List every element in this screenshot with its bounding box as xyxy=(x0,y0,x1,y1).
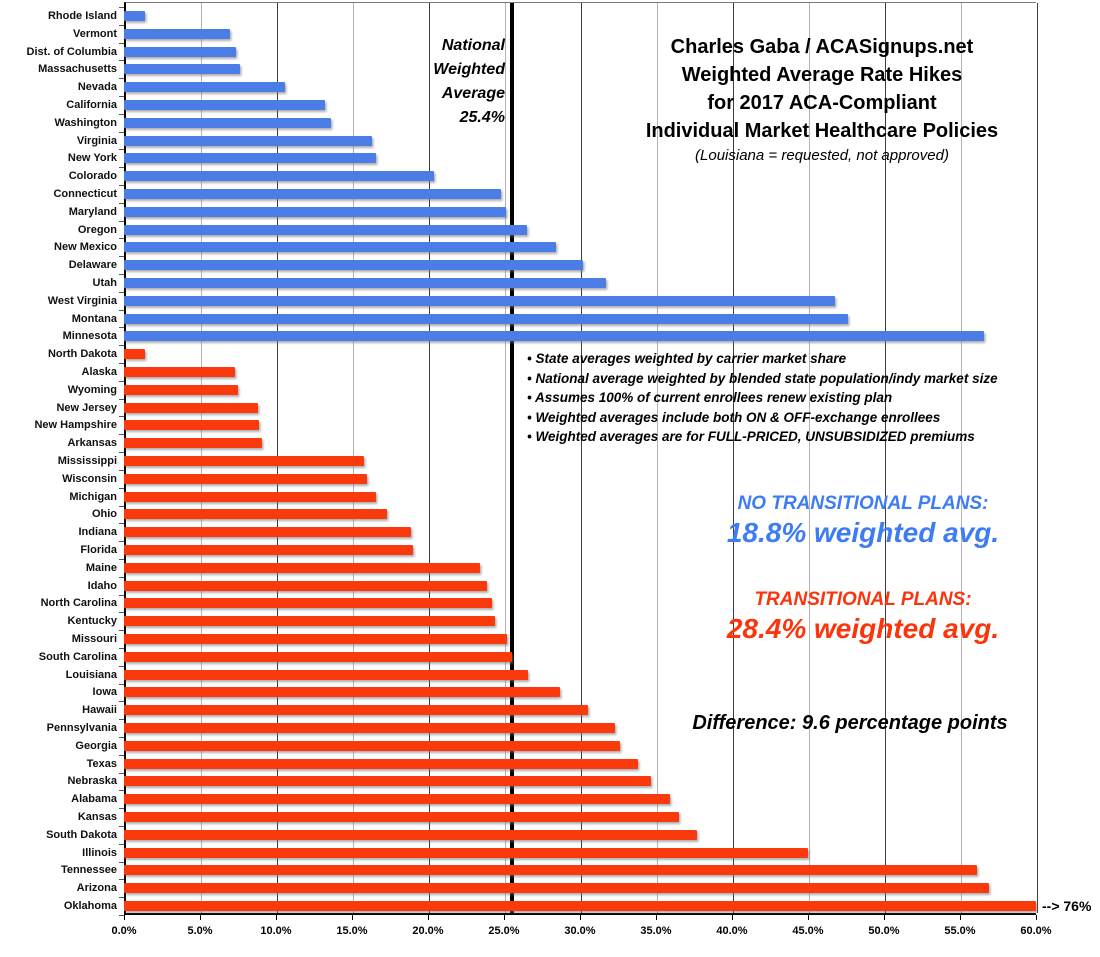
x-tick-label: 30.0% xyxy=(564,925,596,937)
bar xyxy=(124,527,411,537)
state-label: California xyxy=(66,98,117,111)
state-label: Florida xyxy=(80,544,117,557)
y-axis-tick xyxy=(119,96,124,97)
bar xyxy=(124,865,977,875)
note-bullet-5: • Weighted averages are for FULL-PRICED, UNSUBSIDIZED premiums xyxy=(527,429,975,444)
x-tick-label: 60.0% xyxy=(1020,925,1052,937)
y-axis-tick xyxy=(119,274,124,275)
state-label: Michigan xyxy=(69,490,117,503)
x-tick-label: 25.0% xyxy=(488,925,520,937)
y-axis-tick xyxy=(119,7,124,8)
bar xyxy=(124,420,259,430)
y-axis-tick xyxy=(119,862,124,863)
bar xyxy=(124,100,325,110)
x-axis-tick xyxy=(884,915,885,920)
x-tick-label: 50.0% xyxy=(868,925,900,937)
state-label: Delaware xyxy=(68,259,117,272)
state-label: Oklahoma xyxy=(63,900,117,913)
state-label: North Dakota xyxy=(47,348,117,361)
bar xyxy=(124,830,697,840)
x-axis-tick xyxy=(1036,915,1037,920)
y-axis-tick xyxy=(119,238,124,239)
transitional-callout xyxy=(638,588,1088,646)
state-label: Kentucky xyxy=(67,615,117,628)
bar xyxy=(124,349,145,359)
state-label: West Virginia xyxy=(47,294,117,307)
y-axis-tick xyxy=(119,808,124,809)
state-label: Dist. of Columbia xyxy=(26,45,117,58)
state-label: Mississippi xyxy=(57,455,117,467)
bar xyxy=(124,545,413,555)
bar xyxy=(124,278,606,288)
bar xyxy=(124,848,808,858)
bar xyxy=(124,598,492,608)
bar xyxy=(124,207,506,217)
x-tick-label: 5.0% xyxy=(187,925,213,937)
methodology-notes xyxy=(527,349,1097,447)
state-label: Kansas xyxy=(77,811,117,824)
no-transitional-callout xyxy=(638,492,1088,550)
state-label: Ohio xyxy=(91,508,117,521)
y-axis-tick xyxy=(119,203,124,204)
y-axis-tick xyxy=(119,755,124,756)
bar xyxy=(124,29,230,39)
state-label: Texas xyxy=(86,757,117,770)
bar xyxy=(124,563,480,573)
state-label: New York xyxy=(67,152,117,165)
y-axis-tick xyxy=(119,523,124,524)
bar xyxy=(124,438,262,448)
state-label: New Mexico xyxy=(54,241,117,254)
y-axis-tick xyxy=(119,399,124,400)
state-label: Connecticut xyxy=(53,187,117,200)
state-label: Georgia xyxy=(75,739,117,752)
transitional-value: 28.4% weighted avg. xyxy=(726,613,1000,644)
major-gridline xyxy=(1037,3,1038,913)
title-line-1: Charles Gaba / ACASignups.net xyxy=(670,36,974,58)
note-bullet-3: • Assumes 100% of current enrollees renew existing plan xyxy=(527,390,893,405)
bar xyxy=(124,314,848,324)
y-axis-tick xyxy=(119,78,124,79)
clipped-bar-note: --> 76% xyxy=(1042,898,1092,915)
state-label: Nebraska xyxy=(67,775,117,788)
bar xyxy=(124,581,487,591)
state-label: Wyoming xyxy=(67,383,117,396)
state-label: Rhode Island xyxy=(47,9,117,22)
bar xyxy=(124,47,236,57)
bar xyxy=(124,11,145,21)
state-label: Vermont xyxy=(72,27,117,40)
y-axis-tick xyxy=(119,595,124,596)
state-label: Tennessee xyxy=(60,864,117,877)
state-label: Massachusetts xyxy=(38,63,117,76)
bar xyxy=(124,242,556,252)
state-label: Maryland xyxy=(68,205,117,218)
y-axis-tick xyxy=(119,897,124,898)
note-bullet-1: • State averages weighted by carrier market share xyxy=(527,351,847,366)
bar xyxy=(124,403,258,413)
difference-note: Difference: 9.6 percentage points xyxy=(692,712,1008,734)
state-label: Virginia xyxy=(76,134,117,147)
state-label: Illinois xyxy=(82,846,117,859)
title-line-4: Individual Market Healthcare Policies xyxy=(645,120,999,142)
bar xyxy=(124,705,588,715)
y-axis-tick xyxy=(119,363,124,364)
x-axis-tick xyxy=(276,915,277,920)
y-axis-tick xyxy=(119,381,124,382)
note-bullet-4: • Weighted averages include both ON & OFF-exchange enrollees xyxy=(527,409,941,425)
y-axis-tick xyxy=(119,719,124,720)
x-tick-label: 55.0% xyxy=(944,925,976,937)
bar xyxy=(124,509,387,519)
y-axis-tick xyxy=(119,185,124,186)
bar xyxy=(124,492,376,502)
state-label: Alabama xyxy=(71,793,117,806)
x-tick-label: 35.0% xyxy=(640,925,672,937)
no-transitional-value: 18.8% weighted avg. xyxy=(726,517,1000,548)
x-axis-tick xyxy=(580,915,581,920)
y-axis-tick xyxy=(119,737,124,738)
bar xyxy=(124,82,285,92)
y-axis-tick xyxy=(119,292,124,293)
bar xyxy=(124,634,507,644)
state-label: Colorado xyxy=(68,170,117,183)
national-average-line2: Weighted xyxy=(433,61,505,78)
state-label: Washington xyxy=(54,116,117,129)
state-label: Alaska xyxy=(81,365,117,378)
state-label: South Dakota xyxy=(46,828,117,841)
bar xyxy=(124,225,527,235)
y-axis-tick xyxy=(119,310,124,311)
y-axis-tick xyxy=(119,701,124,702)
title-line-2: Weighted Average Rate Hikes xyxy=(681,64,963,86)
x-axis-tick xyxy=(656,915,657,920)
x-axis-tick xyxy=(504,915,505,920)
y-axis-tick xyxy=(119,327,124,328)
state-label: Montana xyxy=(71,312,117,325)
y-axis-tick xyxy=(119,826,124,827)
bar xyxy=(124,456,364,466)
bar xyxy=(124,723,615,733)
bar xyxy=(124,64,240,74)
national-average-value: 25.4% xyxy=(459,109,505,126)
bar xyxy=(124,189,501,199)
national-average-line3: Average xyxy=(441,85,505,102)
y-axis-tick xyxy=(119,114,124,115)
bar xyxy=(124,901,1036,911)
y-axis-tick xyxy=(119,488,124,489)
y-axis-tick xyxy=(119,541,124,542)
state-label: Iowa xyxy=(92,686,117,699)
state-label: Hawaii xyxy=(82,704,117,717)
state-label: Indiana xyxy=(78,526,117,539)
y-axis-tick xyxy=(119,416,124,417)
bar xyxy=(124,331,984,341)
x-tick-label: 0.0% xyxy=(111,925,137,937)
x-tick-label: 15.0% xyxy=(336,925,368,937)
y-axis-tick xyxy=(119,43,124,44)
bar xyxy=(124,118,331,128)
state-label: Oregon xyxy=(77,223,117,236)
y-axis-tick xyxy=(119,470,124,471)
y-axis-tick xyxy=(119,434,124,435)
state-label: New Hampshire xyxy=(34,419,117,432)
bar xyxy=(124,812,679,822)
state-label: Minnesota xyxy=(62,330,117,343)
y-axis-tick xyxy=(119,790,124,791)
y-axis-tick xyxy=(119,684,124,685)
state-label: New Jersey xyxy=(56,401,117,414)
national-average-label xyxy=(325,34,505,130)
x-axis-tick xyxy=(808,915,809,920)
bar xyxy=(124,136,372,146)
x-tick-label: 40.0% xyxy=(716,925,748,937)
state-label: Arizona xyxy=(76,882,117,895)
bar xyxy=(124,260,583,270)
bar xyxy=(124,670,528,680)
chart-subtitle: (Louisiana = requested, not approved) xyxy=(695,147,949,164)
state-label: Missouri xyxy=(71,633,117,646)
y-axis-tick xyxy=(119,879,124,880)
note-bullet-2: • National average weighted by blended state population/indy market size xyxy=(527,370,998,386)
bar xyxy=(124,794,670,804)
bar xyxy=(124,385,238,395)
x-axis-tick xyxy=(960,915,961,920)
x-axis-tick xyxy=(200,915,201,920)
y-axis-tick xyxy=(119,167,124,168)
y-axis-tick xyxy=(119,612,124,613)
x-axis-tick xyxy=(732,915,733,920)
bar xyxy=(124,171,434,181)
chart-title xyxy=(607,33,1037,167)
y-axis-tick xyxy=(119,60,124,61)
bar xyxy=(124,741,620,751)
state-label: Idaho xyxy=(87,579,117,592)
y-axis-tick xyxy=(119,666,124,667)
y-axis-tick xyxy=(119,345,124,346)
x-tick-label: 10.0% xyxy=(260,925,292,937)
y-axis-tick xyxy=(119,630,124,631)
state-label: North Carolina xyxy=(40,597,117,610)
state-label: Pennsylvania xyxy=(46,722,117,735)
bar xyxy=(124,296,835,306)
y-axis-tick xyxy=(119,559,124,560)
y-axis-tick xyxy=(119,452,124,453)
state-label: Nevada xyxy=(77,81,117,94)
bar xyxy=(124,687,560,697)
bar xyxy=(124,153,376,163)
x-axis-tick xyxy=(124,915,125,920)
bar xyxy=(124,367,235,377)
y-axis-tick xyxy=(119,844,124,845)
x-tick-label: 20.0% xyxy=(412,925,444,937)
transitional-heading: TRANSITIONAL PLANS: xyxy=(754,589,972,610)
bar xyxy=(124,616,495,626)
state-label: Utah xyxy=(92,276,117,289)
y-axis-tick xyxy=(119,149,124,150)
national-average-line1: National xyxy=(441,37,505,54)
y-axis-tick xyxy=(119,221,124,222)
y-axis-tick xyxy=(119,506,124,507)
x-tick-label: 45.0% xyxy=(792,925,824,937)
state-label: Maine xyxy=(85,561,117,574)
no-transitional-heading: NO TRANSITIONAL PLANS: xyxy=(737,493,989,514)
state-label: Arkansas xyxy=(67,437,117,450)
y-axis-tick xyxy=(119,773,124,774)
bar xyxy=(124,474,367,484)
bar xyxy=(124,652,512,662)
y-axis-tick xyxy=(119,577,124,578)
x-axis-tick xyxy=(428,915,429,920)
y-axis-tick xyxy=(119,256,124,257)
y-axis-tick xyxy=(119,25,124,26)
y-axis-tick xyxy=(119,132,124,133)
state-label: Wisconsin xyxy=(62,472,117,485)
bar xyxy=(124,883,989,893)
y-axis-tick xyxy=(119,648,124,649)
bar xyxy=(124,776,651,786)
bar xyxy=(124,759,638,769)
state-label: South Carolina xyxy=(38,650,117,663)
x-axis-tick xyxy=(352,915,353,920)
title-line-3: for 2017 ACA-Compliant xyxy=(707,92,937,114)
state-label: Louisiana xyxy=(65,668,117,681)
